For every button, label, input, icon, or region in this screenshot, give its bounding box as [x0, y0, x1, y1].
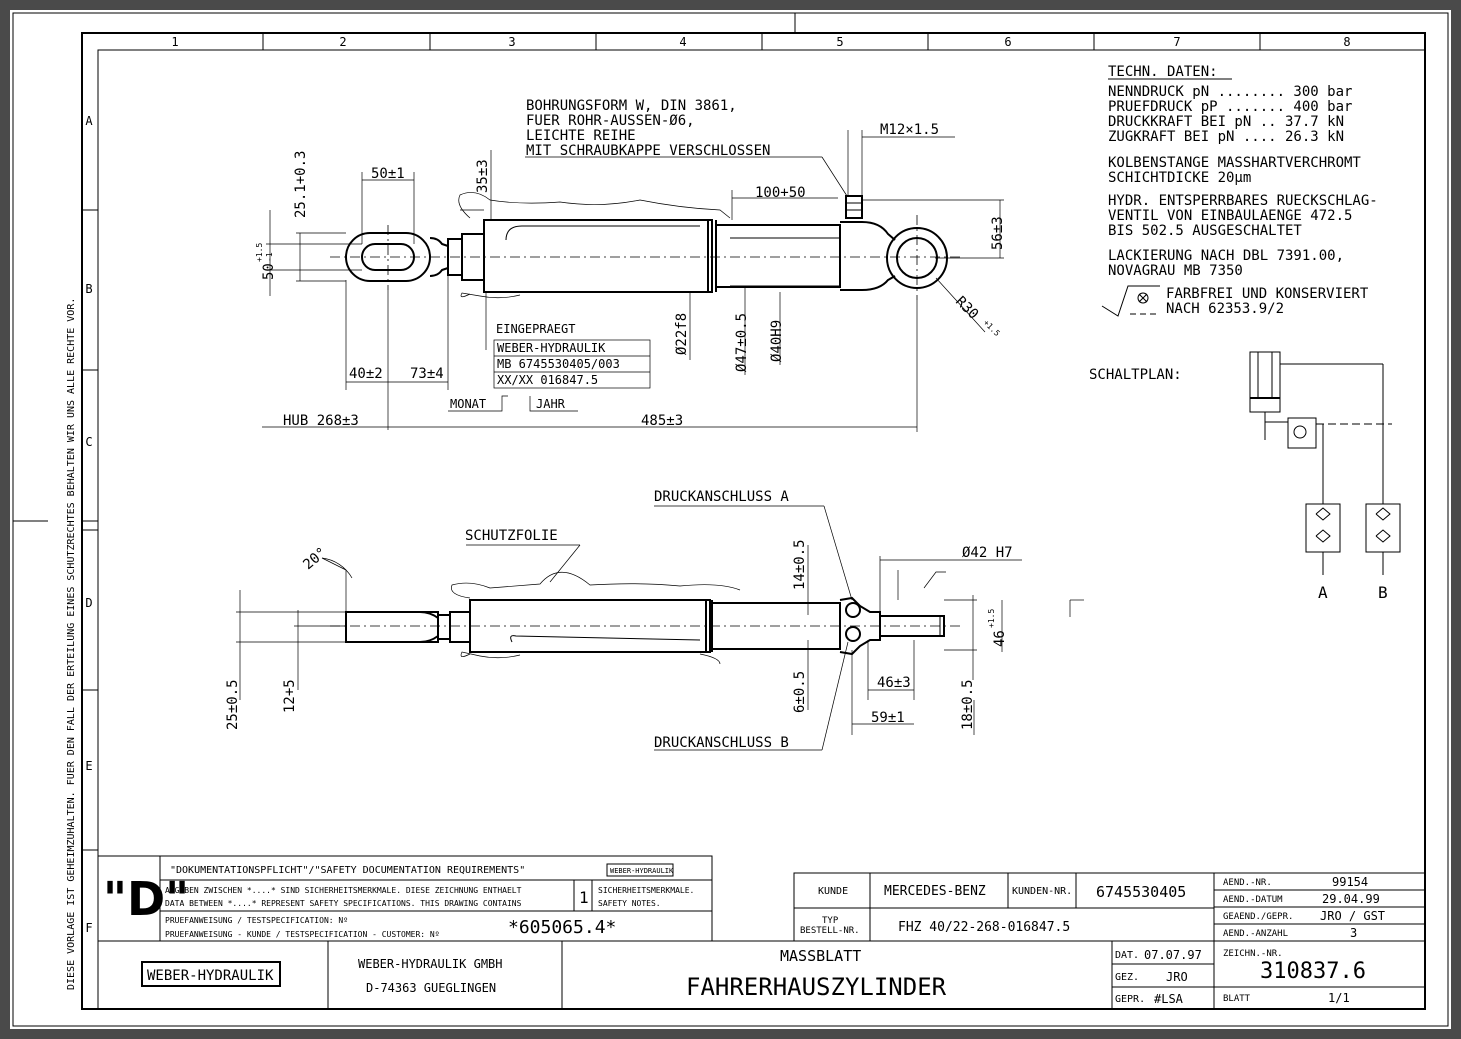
protective-film-label: SCHUTZFOLIE — [465, 528, 558, 544]
doc-count: 1 — [579, 888, 589, 907]
dim-angle: 20° — [300, 544, 330, 574]
kunde-value: MERCEDES-BENZ — [884, 884, 986, 899]
bore-note-line-2: FUER ROHR-AUSSEN-Ø6, — [526, 113, 695, 129]
checked-value: #LSA — [1154, 992, 1183, 1006]
pressure-port-b-label: DRUCKANSCHLUSS B — [654, 735, 789, 751]
thread-label: M12×1.5 — [880, 122, 940, 138]
doc-sm-2: SAFETY NOTES. — [598, 899, 661, 908]
month-label: MONAT — [450, 397, 487, 411]
dim-25: 25.1+0.3 — [293, 150, 309, 218]
dim-d22: Ø22f8 — [674, 312, 690, 355]
kunde-label: KUNDE — [818, 886, 849, 897]
dim-d40: Ø40H9 — [769, 319, 785, 362]
sheet-type: MASSBLATT — [780, 947, 862, 965]
row-label-f: F — [85, 921, 93, 935]
embossed-line-1: WEBER-HYDRAULIK — [497, 341, 606, 355]
dim-40: 40±2 — [349, 366, 383, 382]
date-label: DAT. — [1115, 950, 1140, 961]
cylinder-side-view — [330, 572, 960, 664]
row-label-d: D — [85, 596, 93, 610]
technical-drawing — [10, 10, 1451, 1029]
aend-nr-value: 99154 — [1332, 875, 1369, 889]
dim-50-tol-upper: +1.5 — [255, 242, 264, 262]
tech-line-2: PRUEFDRUCK pP ....... 400 bar — [1108, 99, 1353, 115]
ventil-line-2: VENTIL VON EINBAULAENGE 472.5 — [1108, 208, 1353, 224]
doc-logo: WEBER-HYDRAULIK — [610, 867, 674, 875]
lack-line-1: LACKIERUNG NACH DBL 7391.00, — [1108, 248, 1345, 264]
col-label-6: 6 — [1004, 35, 1012, 49]
year-label: JAHR — [536, 397, 565, 411]
drawing-sheet — [10, 10, 1451, 1029]
embossed-line-3: XX/XX 016847.5 — [497, 373, 599, 387]
bore-note-line-3: LEICHTE REIHE — [526, 128, 636, 144]
company-logo-text: WEBER-HYDRAULIK — [147, 968, 274, 984]
col-label-8: 8 — [1343, 35, 1351, 49]
drawn-label: GEZ. — [1115, 972, 1140, 983]
col-label-7: 7 — [1173, 35, 1181, 49]
lack-line-2: NOVAGRAU MB 7350 — [1108, 263, 1243, 279]
dim-35: 35±3 — [475, 159, 491, 193]
technical-data — [1108, 64, 1378, 317]
port-b-fitting — [846, 627, 860, 641]
bore-note-line-1: BOHRUNGSFORM W, DIN 3861, — [526, 98, 737, 114]
dim-12: 12+5 — [282, 679, 298, 713]
part-name: FAHRERHAUSZYLINDER — [686, 973, 947, 1001]
date-value: 07.07.97 — [1144, 948, 1202, 962]
dim-d42: Ø42 H7 — [962, 545, 1013, 561]
col-label-5: 5 — [836, 35, 844, 49]
tech-title: TECHN. DATEN: — [1108, 64, 1218, 80]
doc-pruef-2: PRUEFANWEISUNG - KUNDE / TESTSPECIFICATION - CUSTOMER: Nº — [165, 930, 440, 939]
dim-50-vertical: 50 — [261, 263, 277, 280]
row-label-c: C — [85, 435, 93, 449]
dim-73: 73±4 — [410, 366, 444, 382]
aend-nr-label: AEND.-NR. — [1223, 878, 1272, 888]
port-b-label: B — [1378, 583, 1388, 602]
documentation-box — [98, 856, 712, 941]
doc-number: *605065.4* — [508, 917, 617, 938]
tech-line-1: NENNDRUCK pN ........ 300 bar — [1108, 84, 1353, 100]
dim-r30: R30 — [952, 293, 982, 323]
dim-d47: Ø47±0.5 — [734, 312, 750, 372]
dim-14: 14±0.5 — [792, 539, 808, 590]
ventil-line-1: HYDR. ENTSPERRBARES RUECKSCHLAG- — [1108, 193, 1378, 209]
port-a-label: A — [1318, 583, 1328, 602]
doc-sm-1: SICHERHEITSMERKMALE. — [598, 886, 695, 895]
farb-line-1: FARBFREI UND KONSERVIERT — [1166, 286, 1369, 302]
bore-note-line-4: MIT SCHRAUBKAPPE VERSCHLOSSEN — [526, 143, 771, 159]
embossed-marking — [448, 322, 650, 411]
geaend-label: GEAEND./GEPR. — [1223, 912, 1294, 922]
sheet-value: 1/1 — [1328, 991, 1350, 1005]
company-name: WEBER-HYDRAULIK GMBH — [358, 957, 503, 971]
tech-line-4: ZUGKRAFT BEI pN .... 26.3 kN — [1108, 129, 1345, 145]
drawing-number-label: ZEICHN.-NR. — [1223, 949, 1283, 959]
dim-25-bottom: 25±0.5 — [225, 679, 241, 730]
drawn-value: JRO — [1166, 970, 1188, 984]
bore-note — [526, 98, 770, 159]
tech-line-3: DRUCKKRAFT BEI pN .. 37.7 kN — [1108, 114, 1345, 130]
typ-value: FHZ 40/22-268-016847.5 — [898, 920, 1071, 935]
schematic-title: SCHALTPLAN: — [1089, 367, 1182, 383]
doc-pruef-1: PRUEFANWEISUNG / TESTSPECIFICATION: Nº — [165, 916, 349, 925]
doc-d-mark: "D" — [103, 872, 190, 926]
dim-100: 100+50 — [755, 185, 806, 201]
row-label-e: E — [85, 759, 93, 773]
doc-line-2: DATA BETWEEN *....* REPRESENT SAFETY SPECIFICATIONS. THIS DRAWING CONTAINS — [165, 899, 522, 908]
rod-end — [346, 612, 438, 642]
dim-6: 6±0.5 — [792, 670, 808, 713]
dim-46-vertical: 46 — [992, 630, 1008, 647]
company-city: D-74363 GUEGLINGEN — [366, 981, 497, 995]
dim-59: 59±1 — [871, 710, 905, 726]
drawing-number: 310837.6 — [1260, 959, 1366, 984]
bestell-label: BESTELL-NR. — [800, 926, 860, 936]
embossed-line-2: MB 6745530405/003 — [497, 357, 620, 371]
geaend-value: JRO / GST — [1320, 909, 1386, 923]
bleed-plug — [846, 196, 862, 218]
dim-hub: HUB 268±3 — [283, 413, 359, 429]
aend-anzahl-label: AEND.-ANZAHL — [1223, 929, 1289, 939]
farb-line-2: NACH 62353.9/2 — [1166, 301, 1285, 317]
checked-label: GEPR. — [1115, 994, 1146, 1005]
hydraulic-schematic — [1250, 352, 1400, 575]
copyright-notice: DIESE VORLAGE IST GEHEIMZUHALTEN. FUER DEN FALL DER ERTEILUNG EINES SCHUTZRECHTES BEHALTEN WIR UNS ALLE RECHTE VOR. — [66, 297, 77, 990]
dim-46-horizontal: 46±3 — [877, 675, 911, 691]
pressure-port-a-label: DRUCKANSCHLUSS A — [654, 489, 789, 505]
col-label-2: 2 — [339, 35, 347, 49]
doc-title: "DOKUMENTATIONSPFLICHT"/"SAFETY DOCUMENTATION REQUIREMENTS" — [170, 865, 526, 876]
embossed-title: EINGEPRAEGT — [496, 322, 576, 336]
kunden-nr-value: 6745530405 — [1096, 883, 1187, 901]
dim-18: 18±0.5 — [960, 679, 976, 730]
aend-anzahl-value: 3 — [1350, 926, 1358, 940]
kolben-line-1: KOLBENSTANGE MASSHARTVERCHROMT — [1108, 155, 1361, 171]
dim-46-tol: +1.5 — [987, 608, 996, 628]
ventil-line-3: BIS 502.5 AUSGESCHALTET — [1108, 223, 1302, 239]
aend-datum-value: 29.04.99 — [1322, 892, 1380, 906]
dim-50: 50±1 — [371, 166, 405, 182]
kolben-line-2: SCHICHTDICKE 20μm — [1108, 170, 1252, 186]
bottom-dimension-lines — [236, 506, 1084, 750]
dim-56: 56±3 — [990, 216, 1006, 250]
sheet-label: BLATT — [1223, 994, 1251, 1004]
col-label-3: 3 — [508, 35, 516, 49]
dim-485: 485±3 — [641, 413, 684, 429]
row-label-a: A — [85, 114, 93, 128]
aend-datum-label: AEND.-DATUM — [1223, 895, 1283, 905]
typ-label: TYP — [822, 916, 839, 926]
port-a-fitting — [846, 603, 860, 617]
kunden-nr-label: KUNDEN-NR. — [1012, 886, 1073, 897]
doc-line-1: ANGABEN ZWISCHEN *....* SIND SICHERHEITSMERKMALE. DIESE ZEICHNUNG ENTHAELT — [165, 886, 522, 895]
cylinder-top-view — [330, 192, 960, 300]
surface-symbol — [1102, 286, 1160, 316]
col-label-4: 4 — [679, 35, 687, 49]
row-label-b: B — [85, 282, 93, 296]
dim-50-tol-lower: -1 — [265, 252, 274, 262]
col-label-1: 1 — [171, 35, 179, 49]
cylinder-tube — [484, 220, 712, 292]
dim-r30-tol: +1.5 — [981, 318, 1002, 339]
